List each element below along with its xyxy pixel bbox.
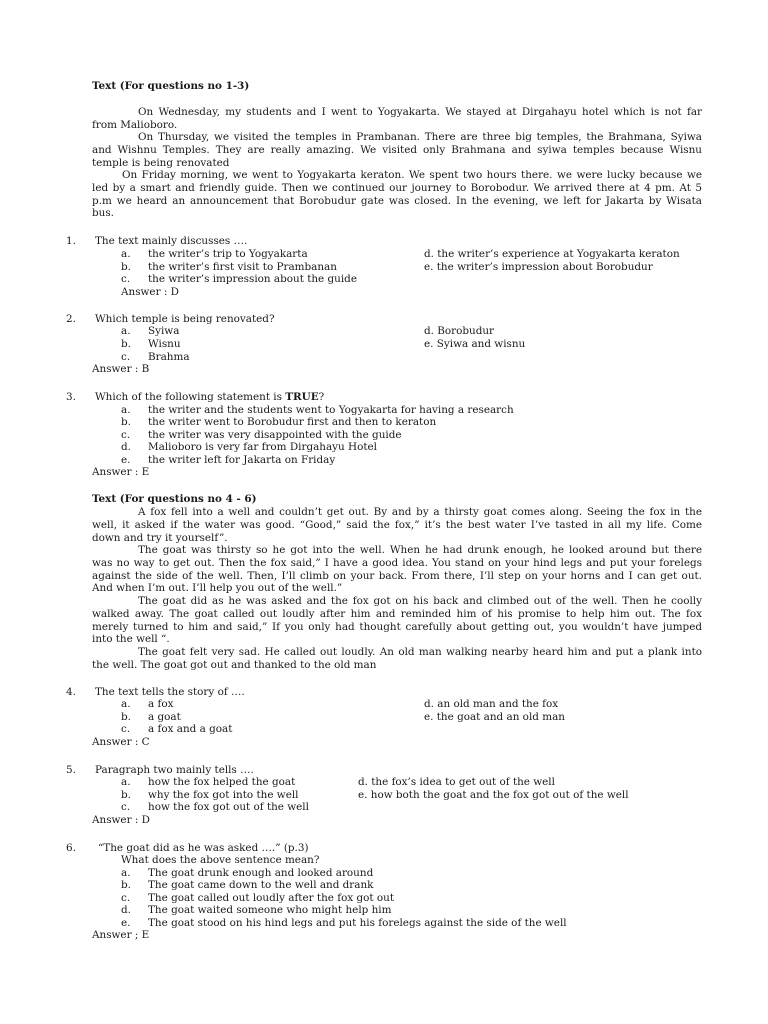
option-letter: d. <box>121 904 131 916</box>
answer: Answer : E <box>92 466 150 478</box>
option-letter: c. <box>121 351 131 363</box>
option-letter: b. <box>121 261 131 273</box>
option-text: The goat stood on his hind legs and put his forelegs against the side of the well <box>148 917 567 929</box>
option-letter: b. <box>121 879 131 891</box>
option-text: a fox <box>148 698 174 710</box>
section-2-paragraph-4: The goat felt very sad. He called out loudly. An old man walking nearby heard him and put a plank into the well. The goat got out and thanked to the old man <box>92 646 702 671</box>
option-text: the writer’s trip to Yogyakarta <box>148 248 308 260</box>
section-1-heading: Text (For questions no 1-3) <box>92 80 250 92</box>
option-letter: c. <box>121 801 131 813</box>
section-1-paragraph-3: On Friday morning, we went to Yogyakarta keraton. We spent two hours there. we were lucky because we led by a smart and friendly guide. Then we continued our journey to Borobodur. We arrived there at 4 pm. At 5 p.m we heard an announcement that Borobudur gate was closed. In the evening, we left for Jakarta by Wisata bus. <box>92 169 702 220</box>
answer: Answer : D <box>92 814 150 826</box>
option-letter: c. <box>121 723 131 735</box>
option-text: Brahma <box>148 351 190 363</box>
section-2-paragraph-2: The goat was thirsty so he got into the well. When he had drunk enough, he looked around but there was no way to get out. Then the fox said,” I have a good idea. You stand on your hind legs and put your forelegs against the side of the well. Then, I’ll climb on your back. From there, I’ll step on your horns and I can get out. And when I’m out. I’ll help you out of the well.” <box>92 544 702 595</box>
question-text: “The goat did as he was asked ….” (p.3) <box>98 842 309 854</box>
option-text: the writer’s impression about the guide <box>148 273 357 285</box>
option-letter: a. <box>121 698 131 710</box>
option-letter: a. <box>121 776 131 788</box>
option-letter: b. <box>121 789 131 801</box>
option-text: the writer and the students went to Yogyakarta for having a research <box>148 404 514 416</box>
option-text: d. the fox’s idea to get out of the well <box>358 776 555 788</box>
option-letter: c. <box>121 892 131 904</box>
option-text: The goat came down to the well and drank <box>148 879 374 891</box>
option-text: how the fox helped the goat <box>148 776 296 788</box>
question-number: 4. <box>66 686 76 698</box>
question-number: 3. <box>66 391 76 403</box>
question-number: 6. <box>66 842 76 854</box>
option-text: e. Syiwa and wisnu <box>424 338 526 350</box>
option-letter: c. <box>121 273 131 285</box>
section-1-paragraph-2: On Thursday, we visited the temples in Prambanan. There are three big temples, the Brahmana, Syiwa and Wishnu Temples. They are really amazing. We visited only Brahmana and syiwa temples because Wisnu temple is being renovated <box>92 131 702 169</box>
option-text: d. the writer’s experience at Yogyakarta keraton <box>424 248 680 260</box>
question-subtext: What does the above sentence mean? <box>121 854 320 866</box>
option-letter: c. <box>121 429 131 441</box>
option-text: Syiwa <box>148 325 180 337</box>
section-2-paragraph-3: The goat did as he was asked and the fox got on his back and climbed out of the well. Then he coolly walked away. The goat called out loudly after him and reminded him of his promise to help him out. The fox merely turned to him and said,” If you only had thought carefully about getting out, you wouldn’t have jumped into the well “. <box>92 595 702 646</box>
option-text: how the fox got out of the well <box>148 801 309 813</box>
answer: Answer : D <box>121 286 179 298</box>
option-text: The goat drunk enough and looked around <box>148 867 374 879</box>
answer: Answer : B <box>92 363 150 375</box>
question-text: Which temple is being renovated? <box>95 313 275 325</box>
option-letter: e. <box>121 454 131 466</box>
option-text: The goat waited someone who might help him <box>148 904 392 916</box>
option-letter: a. <box>121 325 131 337</box>
question-number: 5. <box>66 764 76 776</box>
section-2-paragraph-1: A fox fell into a well and couldn’t get out. By and by a thirsty goat comes along. Seeing the fox in the well, it asked if the water was good. “Good,” said the fox,” it’s the best water I’ve tasted in all my life. Come down and try it yourself”. <box>92 506 702 544</box>
option-text: Wisnu <box>148 338 181 350</box>
option-text: a fox and a goat <box>148 723 233 735</box>
option-text: e. the goat and an old man <box>424 711 565 723</box>
option-text: the writer was very disappointed with the guide <box>148 429 402 441</box>
question-number: 1. <box>66 235 76 247</box>
answer: Answer ; E <box>92 929 150 941</box>
section-1-paragraph-1: On Wednesday, my students and I went to Yogyakarta. We stayed at Dirgahayu hotel which is not far from Malioboro. <box>92 106 702 131</box>
option-letter: a. <box>121 248 131 260</box>
option-text: d. Borobudur <box>424 325 495 337</box>
option-text: the writer went to Borobudur first and then to keraton <box>148 416 437 428</box>
option-text: e. the writer’s impression about Borobudur <box>424 261 653 273</box>
option-text: the writer left for Jakarta on Friday <box>148 454 336 466</box>
option-text: d. an old man and the fox <box>424 698 559 710</box>
question-text: Which of the following statement is TRUE? <box>95 391 325 403</box>
question-number: 2. <box>66 313 76 325</box>
question-text: The text tells the story of …. <box>95 686 245 698</box>
option-text: a goat <box>148 711 181 723</box>
option-letter: b. <box>121 416 131 428</box>
option-text: why the fox got into the well <box>148 789 299 801</box>
answer: Answer : C <box>92 736 150 748</box>
option-letter: e. <box>121 917 131 929</box>
option-text: Malioboro is very far from Dirgahayu Hotel <box>148 441 378 453</box>
section-2-heading: Text (For questions no 4 - 6) <box>92 493 257 505</box>
option-text: the writer’s first visit to Prambanan <box>148 261 337 273</box>
option-letter: b. <box>121 338 131 350</box>
option-letter: a. <box>121 867 131 879</box>
option-letter: b. <box>121 711 131 723</box>
option-letter: d. <box>121 441 131 453</box>
option-text: The goat called out loudly after the fox got out <box>148 892 394 904</box>
question-text: Paragraph two mainly tells …. <box>95 764 254 776</box>
option-letter: a. <box>121 404 131 416</box>
option-text: e. how both the goat and the fox got out of the well <box>358 789 629 801</box>
question-text: The text mainly discusses …. <box>95 235 248 247</box>
